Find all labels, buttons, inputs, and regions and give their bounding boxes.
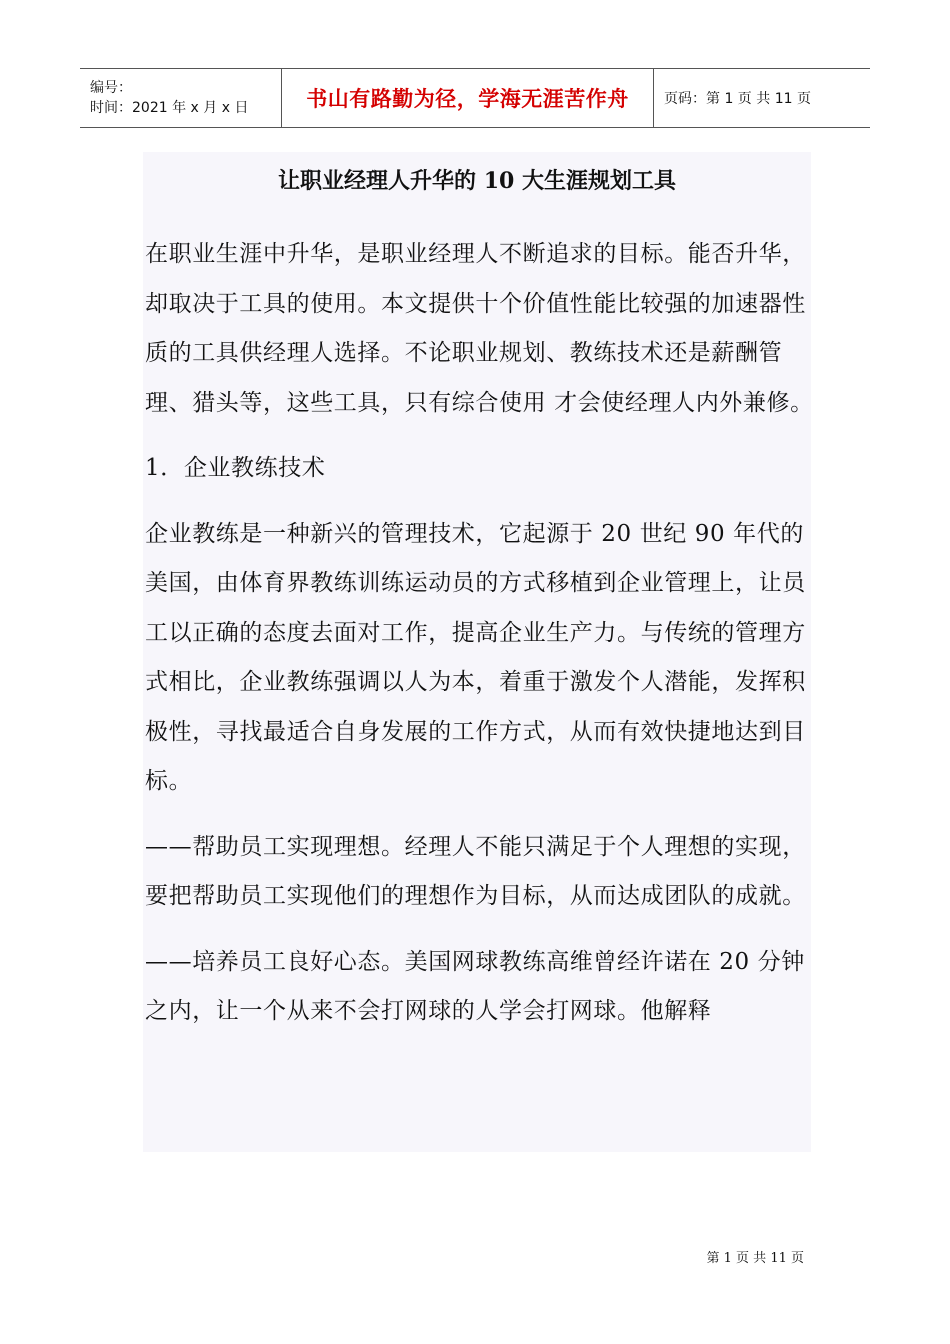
number-label: 编号： xyxy=(90,80,132,96)
header-meta xyxy=(80,69,281,127)
header-motto-cell xyxy=(281,69,654,127)
paragraph-intro: 在职业生涯中升华，是职业经理人不断追求的目标。能否升华，却取决于工具的使用。本文提供十个价值性能比较强的加速器性质的工具供经理人选择。不论职业规划、教练技术还是薪酬管理、猎头等，这些工具，只有综合使用 才会使经理人内外兼修。 xyxy=(145,241,814,416)
paragraph-point-1: ——帮助员工实现理想。经理人不能只满足于个人理想的实现，要把帮助员工实现他们的理想作为目标，从而达成团队的成就。 xyxy=(145,833,806,909)
time-label: 时间：2021 年 x 月 x 日 xyxy=(90,100,249,116)
paragraph-heading-1: 1．企业教练技术 xyxy=(145,455,326,481)
document-title: 让职业经理人升华的 10 大生涯规划工具 xyxy=(278,168,676,194)
header-page-info: 页码：第 1 页 共 11 页 xyxy=(664,91,811,107)
paragraph-point-2: ——培养员工良好心态。美国网球教练高维曾经许诺在 20 分钟之内，让一个从来不会打网球的人学会打网球。他解释 xyxy=(145,948,805,1024)
document-body xyxy=(145,230,817,1053)
footer-page-number: 第 1 页 共 11 页 xyxy=(706,1251,804,1266)
header-table xyxy=(80,68,870,128)
header-page-cell xyxy=(654,69,870,127)
motto-text: 书山有路勤为径，学海无涯苦作舟 xyxy=(306,87,629,111)
paragraph-coaching: 企业教练是一种新兴的管理技术，它起源于 20 世纪 90 年代的美国，由体育界教练训练运动员的方式移植到企业管理上，让员工以正确的态度去面对工作，提高企业生产力。与传统的管理方式相比，企业教练强调以人为本，着重于激发个人潜能，发挥积极性，寻找最适合自身发展的工作方式，从而有效快捷地达到目标。 xyxy=(145,520,806,794)
